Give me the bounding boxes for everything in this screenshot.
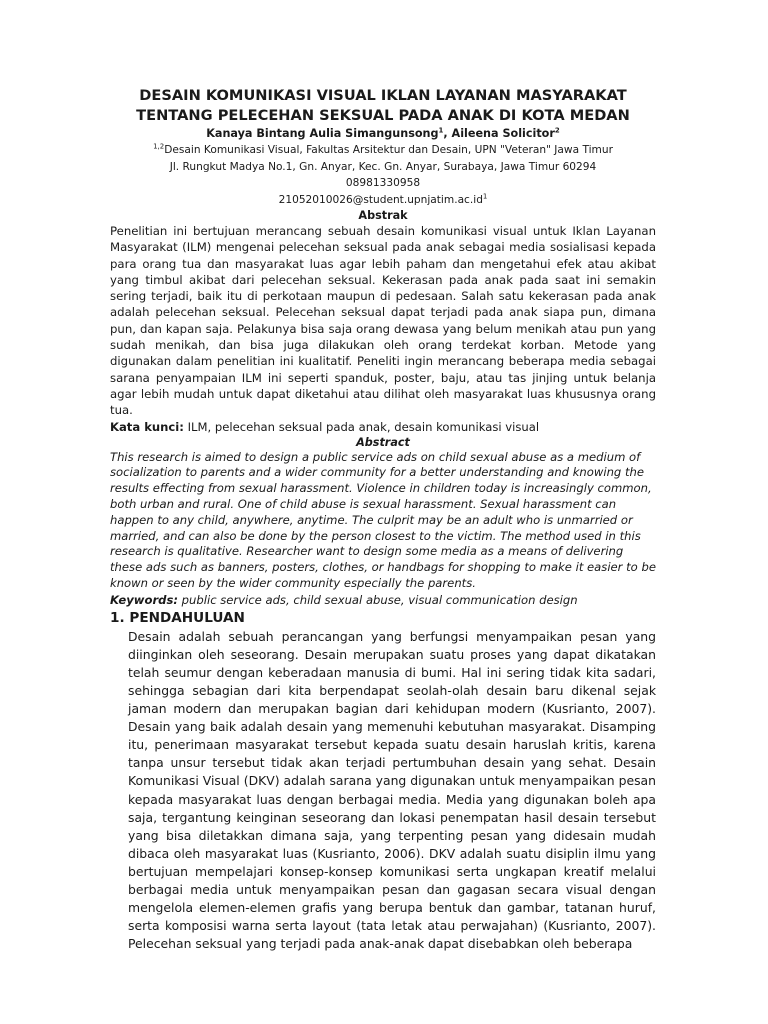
affiliation-email: 21052010026@student.upnjatim.ac.id [278,193,483,206]
author-line [110,126,656,142]
kata-kunci-text: ILM, pelecehan seksual pada anak, desain komunikasi visual [183,419,540,434]
abstrak-text: Penelitian ini bertujuan merancang sebuah desain komunikasi visual untuk Iklan Layanan Masyarakat (ILM) mengenai pelecehan seksual pada anak sebagai media sosialisasi kepada para orang tua dan masyarakat luas agar lebih paham dan mengetahui efek atau akibat yang timbul akibat dari pelecehan seksual. Kekerasan pada anak pada saat ini semakin sering terjadi, baik itu di perkotaan maupun di pedesaan. Salah satu kekerasan pada anak adalah pelecehan seksual. Pelecehan seksual dapat terjadi pada anak siapa pun, dimana pun, dan kapan saja. Pelakunya bisa saja orang dewasa yang belum menikah atau pun yang sudah menikah, dan bisa juga dilakukan oleh orang terdekat korban. Metode yang digunakan dalam penelitian ini kualitatif. Peneliti ingin merancang beberapa media sebagai sarana penyampaian ILM ini seperti spanduk, poster, baju, atau tas jinjing untuk belanja agar lebih mudah untuk dapat diketahui atau dilihat oleh masyarakat luas khususnya orang tua. [110,224,656,418]
kata-kunci-line [110,419,656,435]
keywords-line [110,592,656,608]
affiliation-phone: 08981330958 [345,177,421,189]
author-2-sup: 2 [554,126,560,135]
abstrak-heading: Abstrak [358,209,408,222]
author-1: Kanaya Bintang Aulia Simangunsong [206,127,439,140]
keywords-text: public service ads, child sexual abuse, visual communication design [178,592,578,607]
affiliation-email-sup: 1 [482,191,488,200]
section-body-pendahuluan: Desain adalah sebuah perancangan yang berfungsi menyampaikan pesan yang diinginkan oleh seseorang. Desain merupakan suatu proses yang dapat dikatakan telah seumur dengan keberadaan manusia di bumi. Hal ini sering tidak kita sadari, sehingga sebagian dari kita berpendapat seolah-olah desain baru dikenal sejak jaman modern dan merupakan bagian dari kehidupan modern (Kusrianto, 2007). Desain yang baik adalah desain yang memenuhi kebutuhan masyarakat. Disamping itu, penerimaan masyarakat tersebut kepada suatu desain haruslah kritis, karena tanpa unsur tersebut tidak akan terjadi pertumbuhan desain yang sehat. Desain Komunikasi Visual (DKV) adalah sarana yang digunakan untuk menyampaikan pesan kepada masyarakat luas dengan berbagai media. Media yang digunakan boleh apa saja, tergantung keinginan seseorang dan lokasi penempatan hasil desain tersebut yang bisa diletakkan dimana saja, yang terpenting pesan yang didesain mudah dibaca oleh masyarakat luas (Kusrianto, 2006). DKV adalah suatu disiplin ilmu yang bertujuan mempelajari konsep-konsep komunikasi serta ungkapan kreatif melalui berbagai media untuk menyampaikan pesan dan gagasan secara visual dengan mengelola elemen-elemen grafis yang berupa bentuk dan gambar, tatanan huruf, serta komposisi warna serta layout (tata letak atau perwajahan) (Kusrianto, 2007). Pelecehan seksual yang terjadi pada anak-anak dapat disebabkan oleh beberapa [128,628,656,952]
affiliation-sup: 1,2 [153,142,165,151]
affiliation-address: Jl. Rungkut Madya No.1, Gn. Anyar, Kec. Gn. Anyar, Surabaya, Jawa Timur 60294 [169,160,597,173]
author-separator: , [443,127,452,140]
abstract-heading: Abstract [356,435,410,449]
section-heading-pendahuluan: 1. PENDAHULUAN [110,609,245,626]
affiliation-line [110,142,656,159]
author-2: Aileena Solicitor [451,127,555,140]
author-1-sup: 1 [438,126,444,135]
affiliation-email-line [110,192,656,209]
paper-page [110,86,656,953]
abstract-text: This research is aimed to design a public service ads on child sexual abuse as a medium of socialization to parents and a wider community for a better understanding and knowing the results effecting from sexual harassment. Violence in children today is increasingly common, both urban and rural. One of child abuse is sexual harassment. Sexual harassment can happen to any child, anywhere, anytime. The culprit may be an adult who is unmarried or married, and can also be done by the person closest to the victim. The method used in this research is qualitative. Researcher want to design some media as a means of delivering these ads such as banners, posters, clothes, or handbags for shopping to make it easier to be known or seen by the wider community especially the parents. [110,449,656,590]
keywords-label: Keywords: [110,592,178,607]
affiliation-text: Desain Komunikasi Visual, Fakultas Arsitektur dan Desain, UPN "Veteran" Jawa Timur [164,144,613,156]
kata-kunci-label: Kata kunci: [110,419,184,434]
paper-title: DESAIN KOMUNIKASI VISUAL IKLAN LAYANAN MASYARAKAT TENTANG PELECEHAN SEKSUAL PADA ANAK DI KOTA MEDAN [136,87,630,124]
